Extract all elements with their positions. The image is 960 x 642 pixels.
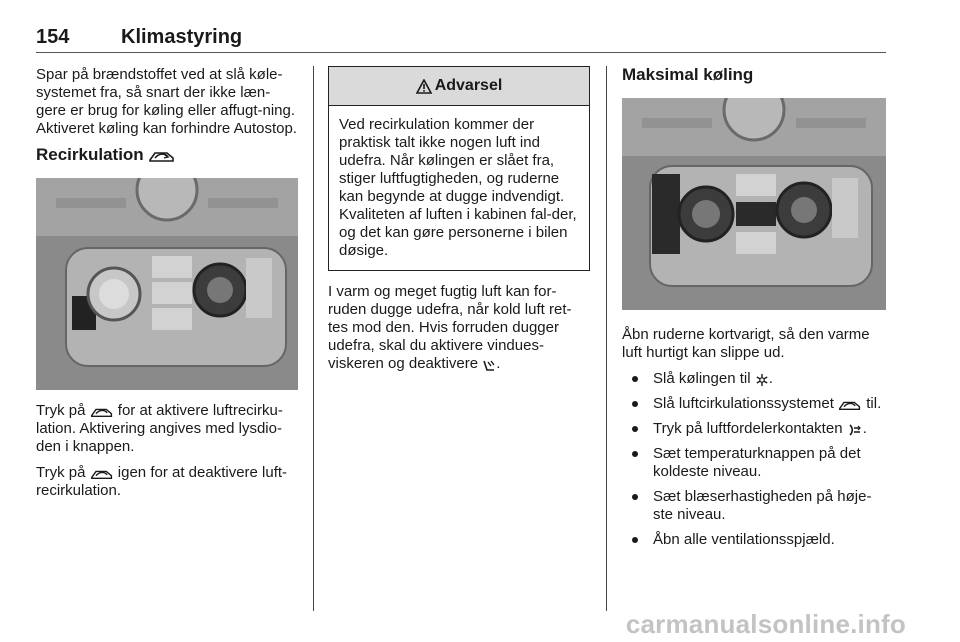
section-heading-text: Recirkulation	[36, 145, 144, 164]
text-fragment: for at aktivere luftrecirku-lation. Aktivering angives med lysdio-den i knappen.	[36, 402, 283, 455]
warning-title: Advarsel	[434, 77, 503, 94]
column-middle	[328, 66, 590, 381]
column-divider	[606, 66, 607, 611]
climate-panel-illustration	[36, 178, 298, 390]
recirculation-deactivate-paragraph	[36, 464, 298, 500]
recirculation-panel-photo	[36, 178, 298, 390]
warning-text: Ved recirkulation kommer der praktisk talt ikke nogen luft ind udefra. Når kølingen er slået fra, stiger luftfugtigheden, og ruderne kan begynde at dugge indvendigt. Kvaliteten af luften i kabinen fal-der, og det kan gøre personerne i bilen døsige.	[339, 116, 577, 259]
text-fragment: til.	[862, 395, 882, 412]
page-header	[36, 26, 886, 53]
list-item	[622, 420, 886, 438]
list-item: Sæt blæserhastigheden på høje-ste niveau.	[622, 488, 886, 524]
max-cooling-intro: Åbn ruderne kortvarigt, så den varme luft hurtigt kan slippe ud.	[622, 326, 870, 361]
air-distribution-icon	[847, 423, 863, 437]
text-fragment: Tryk på	[36, 464, 90, 481]
chapter-title: Klimastyring	[121, 26, 243, 48]
text-fragment: .	[862, 420, 867, 437]
list-item: Åbn alle ventilationsspjæld.	[622, 531, 886, 549]
text-fragment: .	[496, 355, 501, 372]
recirculation-icon	[90, 405, 114, 419]
warning-triangle-icon	[416, 79, 432, 94]
column-left	[36, 66, 298, 508]
list-item	[622, 370, 886, 388]
intro-paragraph: Spar på brændstoffet ved at slå køle-systemet fra, så snart der ikke læn-gere er brug for køling eller affugt-ning. Aktiveret køling kan forhindre Autostop.	[36, 66, 297, 137]
text-fragment: Tryk på	[36, 402, 90, 419]
text-fragment: I varm og meget fugtig luft kan for-ruden dugge udefra, når kold luft ret-tes mod den. Hvis forruden dugger udefra, skal du aktivere vindues-viskeren og deaktivere	[328, 283, 572, 372]
fog-paragraph	[328, 283, 590, 373]
text-fragment: Slå kølingen til	[653, 370, 755, 387]
recirculation-icon	[148, 148, 176, 164]
column-divider	[313, 66, 314, 611]
column-right	[622, 66, 886, 556]
max-cooling-panel-photo	[622, 98, 886, 310]
recirculation-icon	[838, 398, 862, 412]
text-fragment: Tryk på luftfordelerkontakten	[653, 420, 847, 437]
section-heading-max-cooling: Maksimal køling	[622, 65, 754, 84]
recirculation-activate-paragraph	[36, 402, 298, 456]
text-fragment: Slå luftcirkulationssystemet	[653, 395, 839, 412]
windshield-airflow-icon	[482, 358, 496, 372]
text-fragment: igen for at deaktivere luft-recirkulation.	[36, 464, 288, 499]
recirculation-icon	[90, 467, 114, 481]
climate-panel-illustration	[622, 98, 886, 310]
max-cooling-steps	[622, 370, 886, 549]
warning-header	[329, 67, 589, 106]
list-item: Sæt temperaturknappen på det koldeste niveau.	[622, 445, 886, 481]
snowflake-ac-icon	[755, 373, 769, 387]
watermark: carmanualsonline.info	[625, 609, 906, 639]
warning-box	[328, 66, 590, 271]
page-number: 154	[36, 26, 70, 48]
text-fragment: .	[768, 370, 773, 387]
list-item	[622, 395, 886, 413]
section-heading-recirculation	[36, 146, 298, 164]
